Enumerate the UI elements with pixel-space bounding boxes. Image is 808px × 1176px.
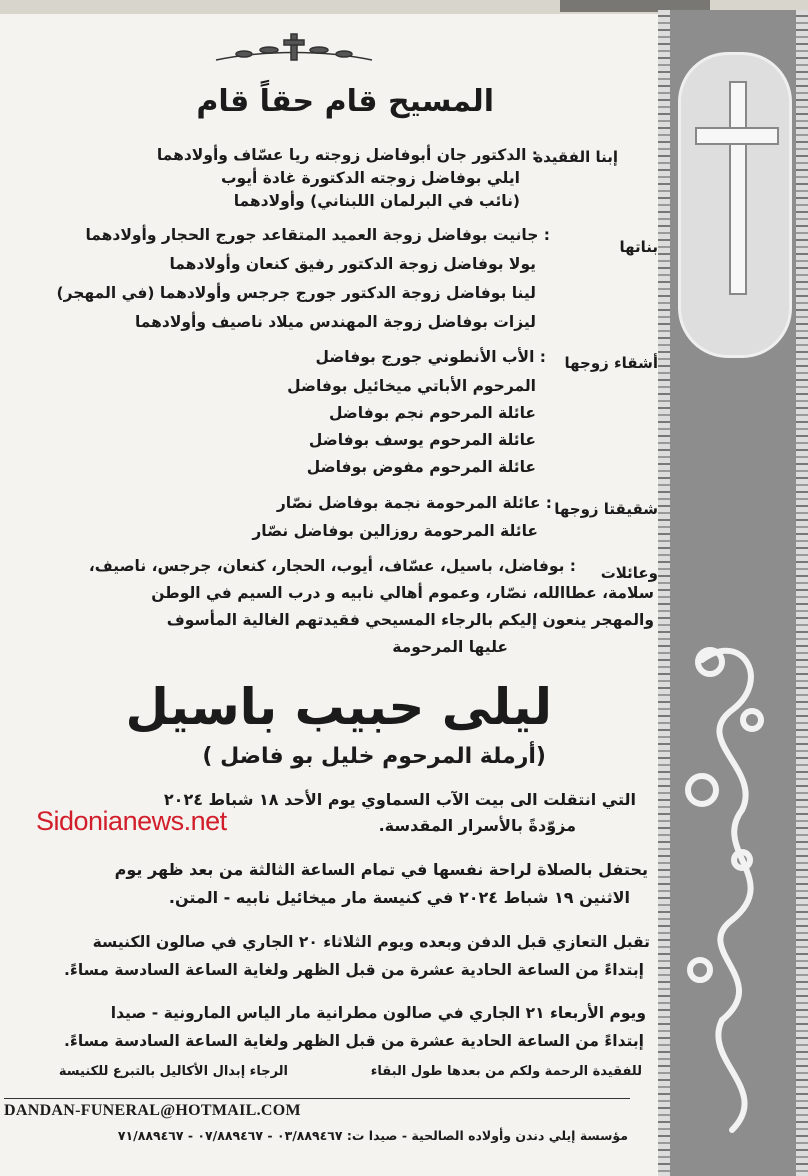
death-notice-line-1: التي انتقلت الى بيت الآب السماوي يوم الأحد ١٨ شباط ٢٠٢٤ xyxy=(163,790,636,809)
brothers-in-law-line-5: عائلة المرحوم مفوض بوفاضل xyxy=(306,458,536,476)
closing-left: الرجاء إبدال الأكاليل بالتبرع للكنيسة xyxy=(58,1064,288,1079)
daughters-label: بناتها xyxy=(619,238,658,256)
condolences-1-line-2: إبتداءً من الساعة الحادية عشرة من قبل الظهر ولغاية الساعة السادسة مساءً. xyxy=(64,961,644,979)
sisters-in-law-line-2: عائلة المرحومة روزالين بوفاضل نصّار xyxy=(252,522,538,540)
brothers-in-law-line-4: عائلة المرحوم يوسف بوفاضل xyxy=(308,431,536,449)
footer-email: DANDAN-FUNERAL@HOTMAIL.COM xyxy=(4,1102,301,1119)
closing-right: للفقيدة الرحمة ولكم من بعدها طول البقاء xyxy=(370,1064,642,1079)
daughters-line-2: يولا بوفاضل زوجة الدكتور رفيق كنعان وأولادهما xyxy=(169,255,536,273)
families-line-3: والمهجر ينعون إليكم بالرجاء المسيحي فقيدتهم الغالية المأسوف xyxy=(166,611,654,629)
deceased-subtitle: (أرملة المرحوم خليل بو فاضل ) xyxy=(202,744,546,769)
condolences-1-line-1: تقبل التعازي قبل الدفن وبعده ويوم الثلاثاء ٢٠ الجاري في صالون الكنيسة xyxy=(92,933,650,951)
sons-line-3: (نائب في البرلمان اللبناني) وأولادهما xyxy=(233,192,520,210)
families-line-2: سلامة، عطاالله، نصّار، وعموم أهالي نابيه و درب السيم في الوطن xyxy=(151,584,654,602)
deceased-name: ليلى حبيب باسيل xyxy=(125,678,552,736)
footer-company: مؤسسة إيلي دندن وأولاده الصالحية - صيدا ت: ٠٣/٨٨٩٤٦٧ - ٠٧/٨٨٩٤٦٧ - ٧١/٨٨٩٤٦٧ xyxy=(117,1128,628,1143)
watermark: Sidonianews.net xyxy=(36,806,227,836)
floral-ornament-icon xyxy=(672,620,792,1140)
families-label: وعائلات xyxy=(600,564,658,582)
cross-icon xyxy=(678,52,792,358)
funeral-line-2: الاثنين ١٩ شباط ٢٠٢٤ في كنيسة مار ميخائيل نابيه - المتن. xyxy=(168,888,630,907)
brothers-in-law-line-2: المرحوم الأباتي ميخائيل بوفاضل xyxy=(287,377,536,395)
sisters-in-law-label: شقيقتا زوجها xyxy=(554,500,658,518)
daughters-line-3: لينا بوفاضل زوجة الدكتور جورج جرجس وأولادهما (في المهجر) xyxy=(56,284,536,302)
condolences-2-line-1: ويوم الأربعاء ٢١ الجاري في صالون مطرانية مار الياس المارونية - صيدا xyxy=(110,1004,646,1022)
olive-branch-icon xyxy=(214,30,374,70)
decorative-border-panel xyxy=(658,10,808,1176)
sons-line-1: : الدكتور جان أبوفاضل زوجته ريا عسّاف وأولادهما xyxy=(156,146,538,164)
brothers-in-law-line-3: عائلة المرحوم نجم بوفاضل xyxy=(328,404,536,422)
condolences-2-line-2: إبتداءً من الساعة الحادية عشرة من قبل الظهر ولغاية الساعة السادسة مساءً. xyxy=(64,1032,644,1050)
footer-divider xyxy=(4,1098,630,1099)
brothers-in-law-label: أشقاء زوجها xyxy=(564,354,658,372)
families-line-1: : بوفاضل، باسيل، عسّاف، أيوب، الحجار، كنعان، جرجس، ناصيف، xyxy=(88,557,576,575)
daughters-line-4: ليزات بوفاضل زوجة المهندس ميلاد ناصيف وأولادهما xyxy=(134,313,536,331)
sisters-in-law-line-1: : عائلة المرحومة نجمة بوفاضل نصّار xyxy=(276,494,552,512)
sons-line-2: ايلي بوفاضل زوجته الدكتورة غادة أيوب xyxy=(220,169,520,187)
daughters-line-1: : جانيت بوفاضل زوجة العميد المتقاعد جورج الحجار وأولادهما xyxy=(85,226,550,244)
funeral-line-1: يحتفل بالصلاة لراحة نفسها في تمام الساعة الثالثة من بعد ظهر يوم xyxy=(114,860,648,879)
sons-label: إبنا الفقيدة xyxy=(534,148,618,166)
death-notice-line-2: مزوّدةً بالأسرار المقدسة. xyxy=(378,816,576,835)
families-line-4: عليها المرحومة xyxy=(392,638,508,656)
page-title: المسيح قام حقاً قام xyxy=(196,84,494,119)
brothers-in-law-line-1: : الأب الأنطوني جورج بوفاضل xyxy=(315,348,546,366)
